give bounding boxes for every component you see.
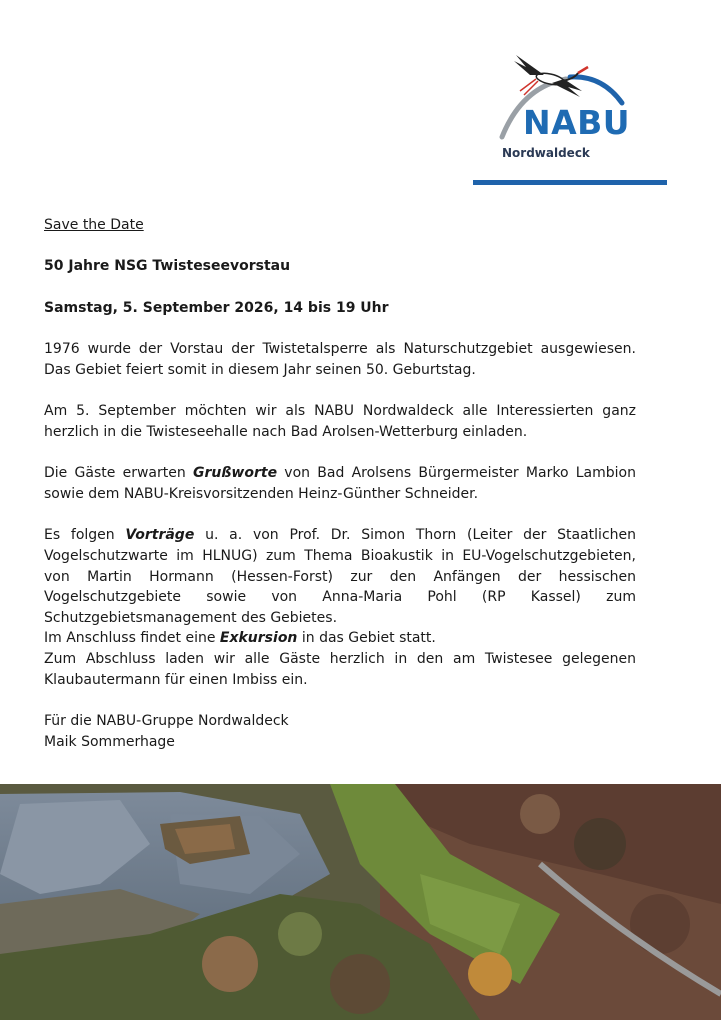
aerial-photo (0, 784, 721, 1020)
save-the-date: Save the Date (44, 217, 144, 233)
excursion-emphasis: Exkursion (219, 630, 298, 646)
paragraph-talks (44, 525, 636, 629)
logo-wordmark: NABU (523, 103, 631, 142)
greetings-text-before: Die Gäste erwarten (44, 465, 193, 481)
signature-group: Für die NABU-Gruppe Nordwaldeck (44, 713, 289, 729)
greetings-emphasis: Grußworte (192, 465, 278, 481)
excursion-line (44, 628, 636, 649)
excursion-text-before: Im Anschluss findet eine (44, 630, 220, 646)
paragraph-invitation: Am 5. September möchten wir als NABU Nordwaldeck alle Interessierten ganz herzlich in die Twisteseehalle nach Bad Arolsen-Wetterburg einladen. (44, 403, 636, 440)
logo-subtitle: Nordwaldeck (502, 146, 590, 160)
paragraph-greetings (44, 463, 636, 505)
greetings-text-after: von Bad Arolsens Bürgermeister Marko Lambion sowie dem NABU-Kreisvorsitzenden Heinz-Günther Schneider. (44, 465, 636, 502)
talks-text-before: Es folgen (44, 527, 126, 543)
talks-text-after: u. a. von Prof. Dr. Simon Thorn (Leiter der Staatlichen Vogelschutzwarte im HLNUG) zum Thema Bioakustik in EU-Vogelschutzgebieten, von Martin Hormann (Hessen-Forst) zur den Anfängen der hessischen Vogelschutzgebiete sowie von Anna-Maria Pohl (RP Kassel) zum Schutzgebietsmanagement des Gebietes. (44, 527, 636, 627)
event-title: 50 Jahre NSG Twisteseevorstau (44, 258, 291, 274)
signature-block (44, 711, 636, 753)
signature-name: Maik Sommerhage (44, 733, 175, 750)
closing-line: Zum Abschluss laden wir alle Gäste herzlich in den am Twistesee gelegenen Klaubautermann für einen Imbiss ein. (44, 650, 636, 688)
header-rule (473, 180, 667, 185)
paragraph-history: 1976 wurde der Vorstau der Twistetalsperre als Naturschutzgebiet ausgewiesen. Das Gebiet feiert somit in diesem Jahr seinen 50. Geburtstag. (44, 341, 636, 378)
paragraph-excursion (44, 628, 636, 690)
event-date: Samstag, 5. September 2026, 14 bis 19 Uhr (44, 300, 389, 316)
talks-emphasis: Vorträge (125, 527, 195, 543)
excursion-text-after: in das Gebiet statt. (297, 630, 436, 646)
